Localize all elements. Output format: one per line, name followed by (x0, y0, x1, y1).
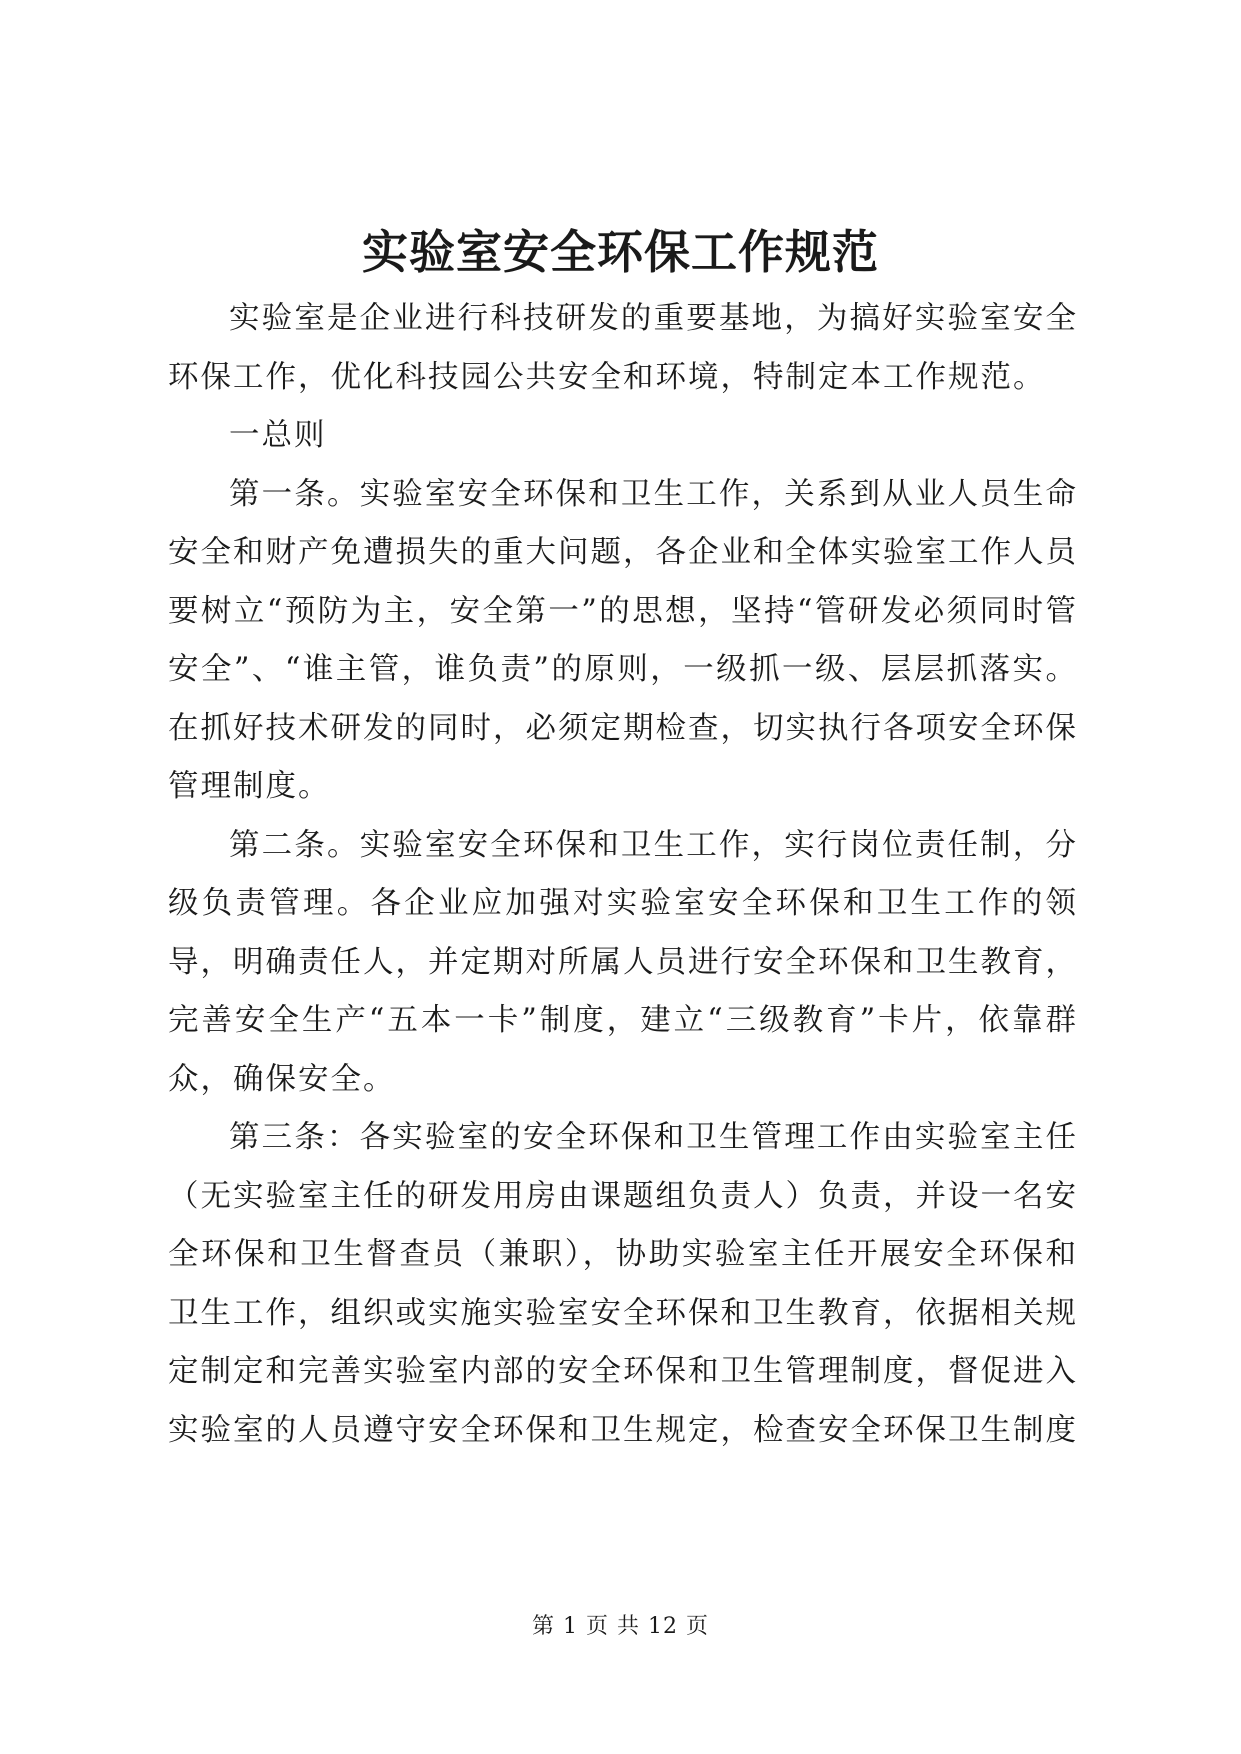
paragraph-intro: 实验室是企业进行科技研发的重要基地，为搞好实验室安全环保工作，优化科技园公共安全和环境，特制定本工作规范。 (168, 301, 1078, 395)
section-heading-general: 一总则 (229, 418, 327, 453)
paragraph-article-2: 第二条。实验室安全环保和卫生工作，实行岗位责任制，分级负责管理。各企业应加强对实验室安全环保和卫生工作的领导，明确责任人，并定期对所属人员进行安全环保和卫生教育，完善安全生产“五本一卡”制度，建立“三级教育”卡片，依靠群众，确保安全。 (168, 827, 1078, 1097)
document-title: 实验室安全环保工作规范 (362, 225, 879, 279)
page-number-footer: 第 1 页 共 12 页 (532, 1614, 709, 1639)
paragraph-article-1: 第一条。实验室安全环保和卫生工作，关系到从业人员生命安全和财产免遭损失的重大问题，各企业和全体实验室工作人员要树立“预防为主，安全第一”的思想，坚持“管研发必须同时管安全”、“谁主管，谁负责”的原则，一级抓一级、层层抓落实。在抓好技术研发的同时，必须定期检查，切实执行各项安全环保管理制度。 (168, 476, 1078, 804)
document-body (168, 290, 1078, 1460)
paragraph-article-3: 第三条：各实验室的安全环保和卫生管理工作由实验室主任（无实验室主任的研发用房由课题组负责人）负责，并设一名安全环保和卫生督查员（兼职），协助实验室主任开展安全环保和卫生工作，组织或实施实验室安全环保和卫生教育，依据相关规定制定和完善实验室内部的安全环保和卫生管理制度，督促进入实验室的人员遵守安全环保和卫生规定，检查安全环保卫生制度 (168, 1120, 1078, 1448)
